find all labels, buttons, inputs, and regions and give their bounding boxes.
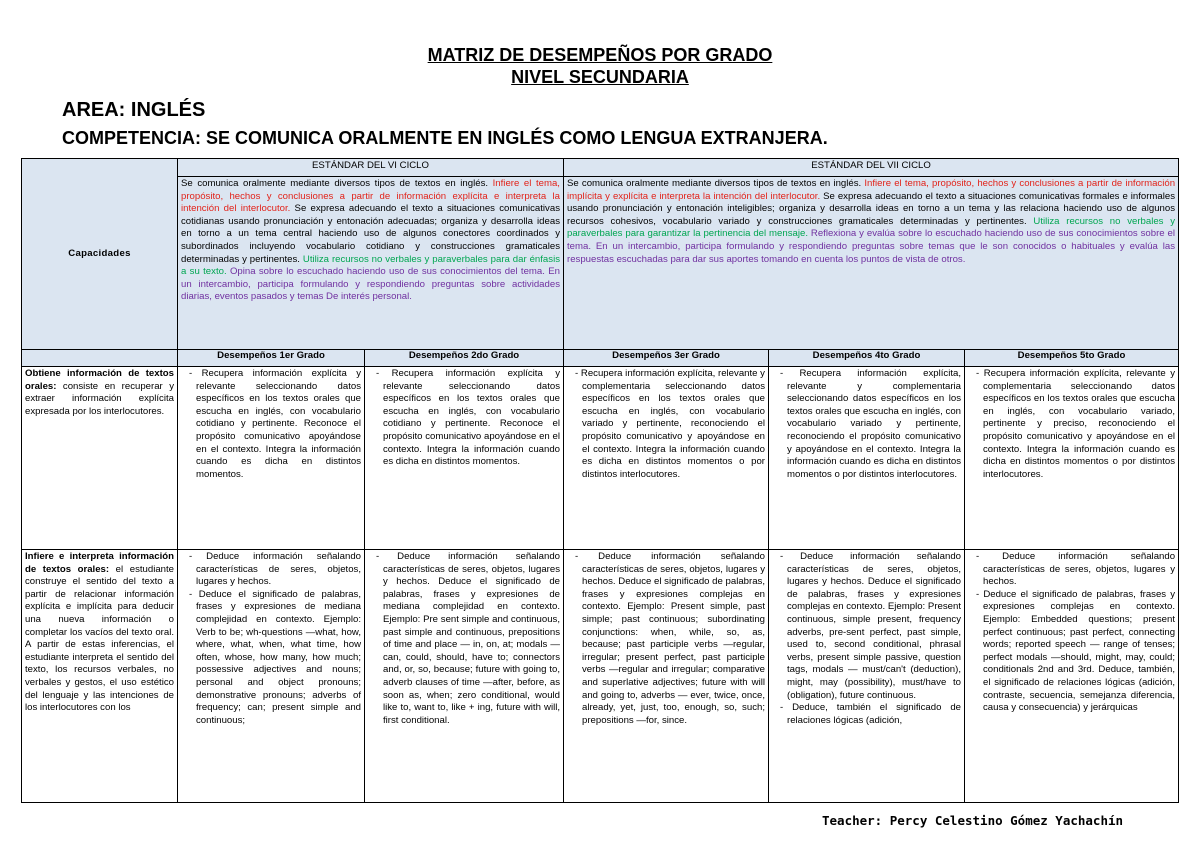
performance-matrix [21,158,1179,803]
perf-item: - Recupera información explícita y relevante seleccionando datos específicos en los textos orales que escucha en inglés, con vocabulario cotidiano y pertinente. Reconoce el propósito comunicativo apoyándose en el contexto. Integra la información cuando es dicha en distintos momentos. [376,368,560,469]
grade-header-2: Desempeños 2do Grado [365,350,564,367]
row-obtiene [22,367,1179,550]
standard-vii-seg2: Infiere el tema, propósito, hechos y conclusiones a partir de información implícita y explícita e interpreta la intención del interlocutor. [567,178,1176,202]
perf-item: - Deduce información señalando características de seres, objetos, lugares y hechos. Deduce el significado de palabras, frases y expresiones de mediana complejidad en contexto. Ejemplo: Pre sent simple and continuous, past simple and continuous, prepositions of time and place — in, on, at; modals —can, could, should, have to; connectors and, or, so, because; future with going to, adverb clauses of time —after, before, as soon as, when; zero conditional, would like to, want to, like + ing, future with will, first conditional. [376,551,560,727]
grade-header-1: Desempeños 1er Grado [178,350,365,367]
standard-vi-seg4: Utiliza recursos no verbales y paraverbales para dar énfasis a su texto. [181,253,560,278]
standard-vi-seg5: Opina sobre lo escuchado haciendo uso de sus conocimientos del tema. En un intercambio, participa formulando y respondiendo preguntas sobre actividades diarias, eventos pasados y temas De interés personal. [181,266,560,303]
standard-vi-seg2: Infiere el tema, propósito, hechos y conclusiones a partir de información explícita e interpreta la intención del interlocutor. [181,178,560,215]
perf-item: - Deduce información señalando características de seres, objetos, lugares y hechos. [976,551,1175,589]
standard-vii-seg1: Se comunica oralmente mediante diversos tipos de textos en inglés. [567,178,865,189]
perf-obtiene-g4 [769,367,965,550]
competencia-heading: COMPETENCIA: SE COMUNICA ORALMENTE EN INGLÉS COMO LENGUA EXTRANJERA. [62,128,828,148]
perf-infiere-g3 [564,550,769,803]
capacity-infiere [22,550,178,803]
perf-item: - Recupera información explícita, relevante y complementaria seleccionando datos específicos en los textos orales que escucha en inglés, con vocabulario variado y pertinente, reconociendo el propósito comunicativo y apoyándose en el contexto. Integra la información cuando es dicha en distintos momentos o por distintos interlocutores. [780,368,961,481]
perf-obtiene-g1 [178,367,365,550]
standard-vi-seg1: Se comunica oralmente mediante diversos tipos de textos en inglés. [181,178,493,189]
capacity-obtiene [22,367,178,550]
perf-item: - Deduce información señalando características de seres, objetos, lugares y hechos. Deduce el significado de palabras, frases y expresiones complejas en contexto. Ejemplo: Present simple, past simple; past continuous; subordinating conjunctions: when, while, so, as, because; past participle verbs —regular, irregular; present perfect, past participle verbs —regular and irregular; comparative and superlative adjectives; future with will and going to, adverbs — ever, twice, once, already, yet, just, too, enough, so, such; prepositions —for, since. [575,551,765,727]
grade-header-3: Desempeños 3er Grado [564,350,769,367]
row-infiere [22,550,1179,803]
perf-obtiene-g3 [564,367,769,550]
perf-infiere-g1 [178,550,365,803]
capacity-infiere-name: Infiere e interpreta información de textos orales: [25,551,174,575]
perf-item: - Deduce el significado de palabras, frases y expresiones de mediana complejidad en contexto. Ejemplo: Verb to be; wh-questions —what, how, where, what, when, what time, how often, whose, how many, how much; possessive adjectives and nouns; personal and object pronouns; demonstrative pronouns; adverbs of frequency; can; present simple and continuous; [189,589,361,728]
perf-infiere-g5 [965,550,1179,803]
standard-vii-seg5: Reflexiona y evalúa sobre lo escuchado haciendo uso de sus conocimientos sobre el tema. En un intercambio, participa formulando y respondiendo preguntas sobre temas que le son conocidos o habituales y evalúa las respuestas escuchadas para dar sus aportes tomando en cuenta los puntos de vista de otros. [567,228,1176,265]
capacity-obtiene-desc: consiste en recuperar y extraer información explícita expresada por los interlocutores. [25,380,174,417]
perf-infiere-g2 [365,550,564,803]
grade-header-blank [22,350,178,367]
standard-vi-text [178,177,564,350]
perf-item: - Deduce información señalando características de seres, objetos, lugares y hechos. [189,551,361,589]
capacity-obtiene-name: Obtiene información de textos orales: [25,368,174,392]
document-header [0,44,1200,88]
document-subtitle: NIVEL SECUNDARIA [511,67,689,87]
area-heading: AREA: INGLÉS [62,99,206,121]
perf-item: - Deduce información señalando características de seres, objetos, lugares y hechos. Deduce el significado de palabras, frases y expresiones complejas en contexto. Ejemplo: Present continuous, simple present, frequency adverbs, pre-sent perfect, past simple, used to, second conditional, phrasal verbs, present simple passive, question tags, modals — must/can't (deduction), might, may (possibility), must/have to (obligation), future continuous. [780,551,961,702]
capacidades-header: Capacidades [22,159,178,350]
perf-item: - Deduce el significado de palabras, frases y expresiones complejas en contexto. Ejemplo: Embedded questions; present perfect continuous; past perfect, connecting words; reported speech — range of tenses; perfect modals —should, might, may, could; conditionals 2nd and 3rd. Deduce, también, el significado de relaciones lógicas (adición, contraste, secuencia, semejanza diferencia, causa y consecuencia) y jerárquicas [976,589,1175,715]
grade-header-4: Desempeños 4to Grado [769,350,965,367]
perf-item: - Deduce, también el significado de relaciones lógicas (adición, [780,702,961,727]
document-title: MATRIZ DE DESEMPEÑOS POR GRADO [427,45,773,65]
perf-obtiene-g5 [965,367,1179,550]
capacity-infiere-desc: el estudiante construye el sentido del texto a partir de relacionar información explícita e implícita para deducir una nueva información o completar los vacíos del texto oral. A partir de estas inferencias, el estudiante interpreta el sentido del texto, los recursos verbales, no verbales y gestos, el uso estético del lenguaje y las intenciones de los interlocutores con los [25,563,175,714]
perf-item: - Recupera información explícita, relevante y complementaria seleccionando datos específicos en los textos orales que escucha en inglés, con vocabulario variado y pertinente, reconociendo el propósito comunicativo y apoyándose en el contexto. Integra la información cuando es dicha en distintos momentos o por distintos interlocutores. [575,368,765,481]
standard-vi-title: ESTÁNDAR DEL VI CICLO [178,159,564,177]
perf-item: - Recupera información explícita, relevante y complementaria seleccionando datos específicos en los textos orales que escucha en inglés, con vocabulario variado, pertinente y preciso, reconociendo el propósito comunicativo y apoyándose en el contexto. Integra la información cuando es dicha en distintos momentos o por distintos interlocutores. [976,368,1175,481]
grade-header-5: Desempeños 5to Grado [965,350,1179,367]
standard-vii-text [564,177,1179,350]
perf-item: - Recupera información explícita y relevante seleccionando datos específicos en los textos orales que escucha en inglés, con vocabulario cotidiano y pertinente. Reconoce el propósito comunicativo apoyándose en el contexto. Integra la información cuando es dicha en distintos momentos. [189,368,361,481]
perf-infiere-g4 [769,550,965,803]
standard-vii-seg3: Se expresa adecuando el texto a situaciones comunicativas formales e informales usando pronunciación y entonación inteligibles; organiza y desarrolla ideas en torno a un tema y las relaciona haciendo uso de algunos recursos cohesivos, vocabulario variado y construcciones gramaticales determinadas y pertinentes. [567,190,1176,227]
standard-vi-seg3: Se expresa adecuando el texto a situaciones comunicativas cotidianas usando pronunciación y entonación adecuadas; organiza y desarrolla ideas en torno a un tema central haciendo uso de algunos conectores coordinados y subordinados incluyendo vocabulario cotidiano y construcciones gramaticales determinadas y pertinentes. [181,203,560,265]
perf-obtiene-g2 [365,367,564,550]
standard-vii-seg4: Utiliza recursos no verbales y paraverbales para garantizar la pertinencia del mensaje. [567,215,1176,240]
standard-vii-title: ESTÁNDAR DEL VII CICLO [564,159,1179,177]
teacher-signature: Teacher: Percy Celestino Gómez Yachachín [822,813,1124,828]
